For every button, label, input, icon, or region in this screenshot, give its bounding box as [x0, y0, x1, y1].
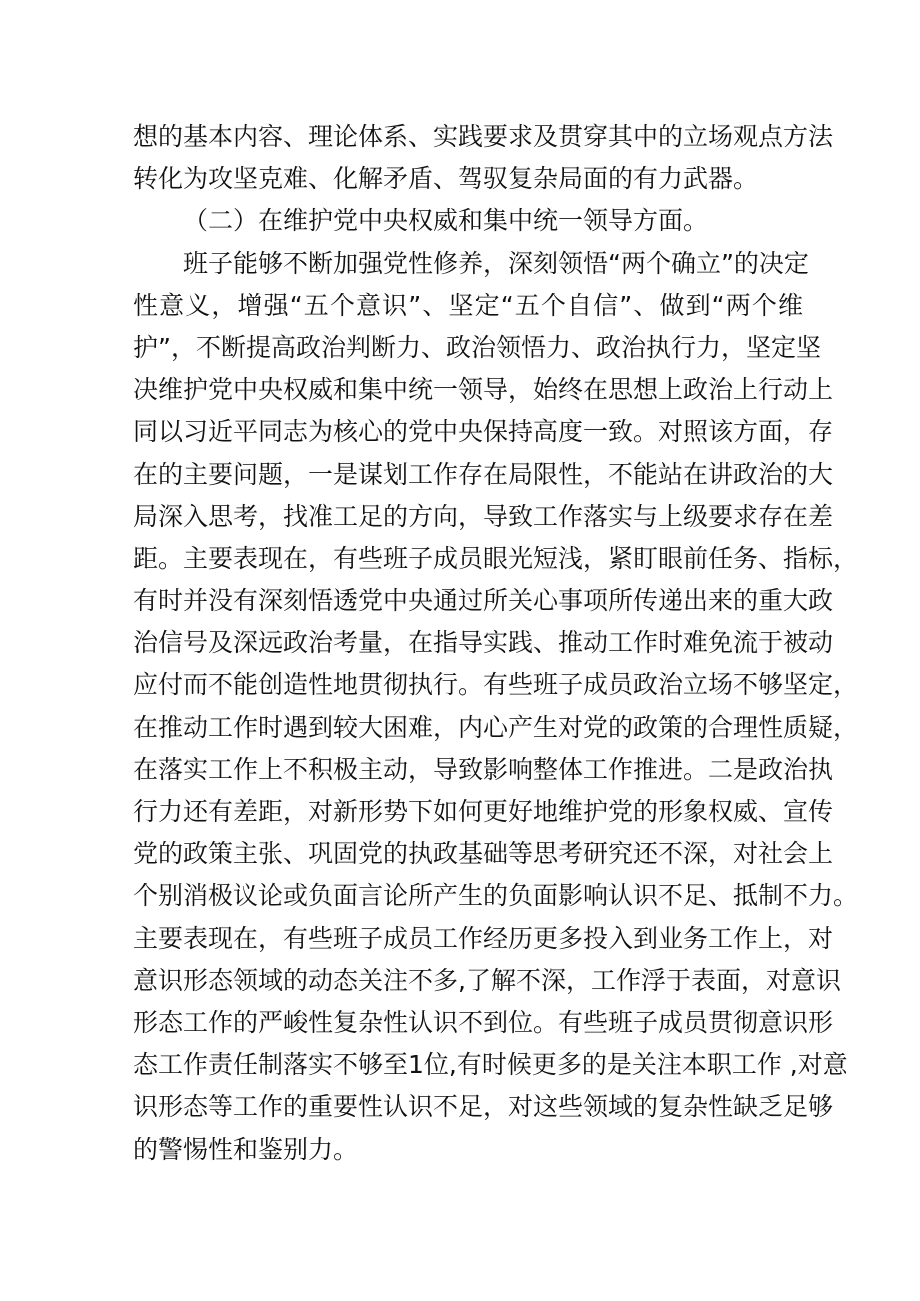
paragraph-line: 个别消极议论或负面言论所产生的负面影响认识不足、抵制不力。	[133, 881, 859, 911]
paragraph-line: 同以习近平同志为核心的党中央保持高度一致。对照该方面，存	[133, 417, 834, 447]
document-text-block	[133, 116, 859, 1171]
paragraph-line: 应付而不能创造性地贯彻执行。有些班子成员政治立场不够坚定，	[133, 670, 859, 700]
paragraph-line: 治信号及深远政治考量，在指导实践、推动工作时难免流于被动	[133, 628, 834, 658]
paragraph-line: 在的主要问题，一是谋划工作存在局限性，不能站在讲政治的大	[133, 459, 834, 489]
paragraph-line: 决维护党中央权威和集中统一领导，始终在思想上政治上行动上	[133, 375, 834, 405]
paragraph-line: 态工作责任制落实不够至1位,有时候更多的是关注本职工作 ,对意	[133, 1050, 848, 1080]
paragraph-line: 性意义，增强“五个意识”、坚定“五个自信”、做到“两个维	[133, 290, 803, 320]
intro-line: 想的基本内容、理论体系、实践要求及贯穿其中的立场观点方法	[133, 122, 834, 151]
paragraph-line: 距。主要表现在，有些班子成员眼光短浅，紧盯眼前任务、指标，	[133, 543, 859, 573]
paragraph-line: 局深入思考，找准工足的方向，导致工作落实与上级要求存在差	[133, 501, 834, 531]
paragraph-line: 意识形态领域的动态关注不多,了解不深，工作浮于表面，对意识	[133, 965, 841, 995]
section-heading: （二）在维护党中央权威和集中统一领导方面。	[183, 206, 709, 236]
paragraph-line: 的警惕性和鉴别力。	[133, 1134, 359, 1164]
paragraph-line: 在落实工作上不积极主动，导致影响整体工作推进。二是政治执	[133, 754, 834, 784]
paragraph-line: 党的政策主张、巩固党的执政基础等思考研究还不深，对社会上	[133, 839, 834, 869]
paragraph-line: 护”，不断提高政治判断力、政治领悟力、政治执行力，坚定坚	[133, 332, 821, 362]
paragraph-line: 主要表现在，有些班子成员工作经历更多投入到业务工作上，对	[133, 923, 834, 953]
paragraph-line: 在推动工作时遇到较大困难，内心产生对党的政策的合理性质疑，	[133, 712, 859, 742]
paragraph-line: 形态工作的严峻性复杂性认识不到位。有些班子成员贯彻意识形	[133, 1007, 834, 1037]
paragraph-line: 班子能够不断加强党性修养，深刻领悟“两个确立”的决定	[183, 248, 809, 278]
paragraph-line: 行力还有差距，对新形势下如何更好地维护党的形象权威、宣传	[133, 797, 834, 826]
paragraph-line: 识形态等工作的重要性认识不足，对这些领域的复杂性缺乏足够	[133, 1092, 834, 1122]
intro-line: 转化为攻坚克难、化解矛盾、驾驭复杂局面的有力武器。	[133, 164, 759, 194]
paragraph-line: 有时并没有深刻悟透党中央通过所关心事项所传递出来的重大政	[133, 586, 834, 616]
